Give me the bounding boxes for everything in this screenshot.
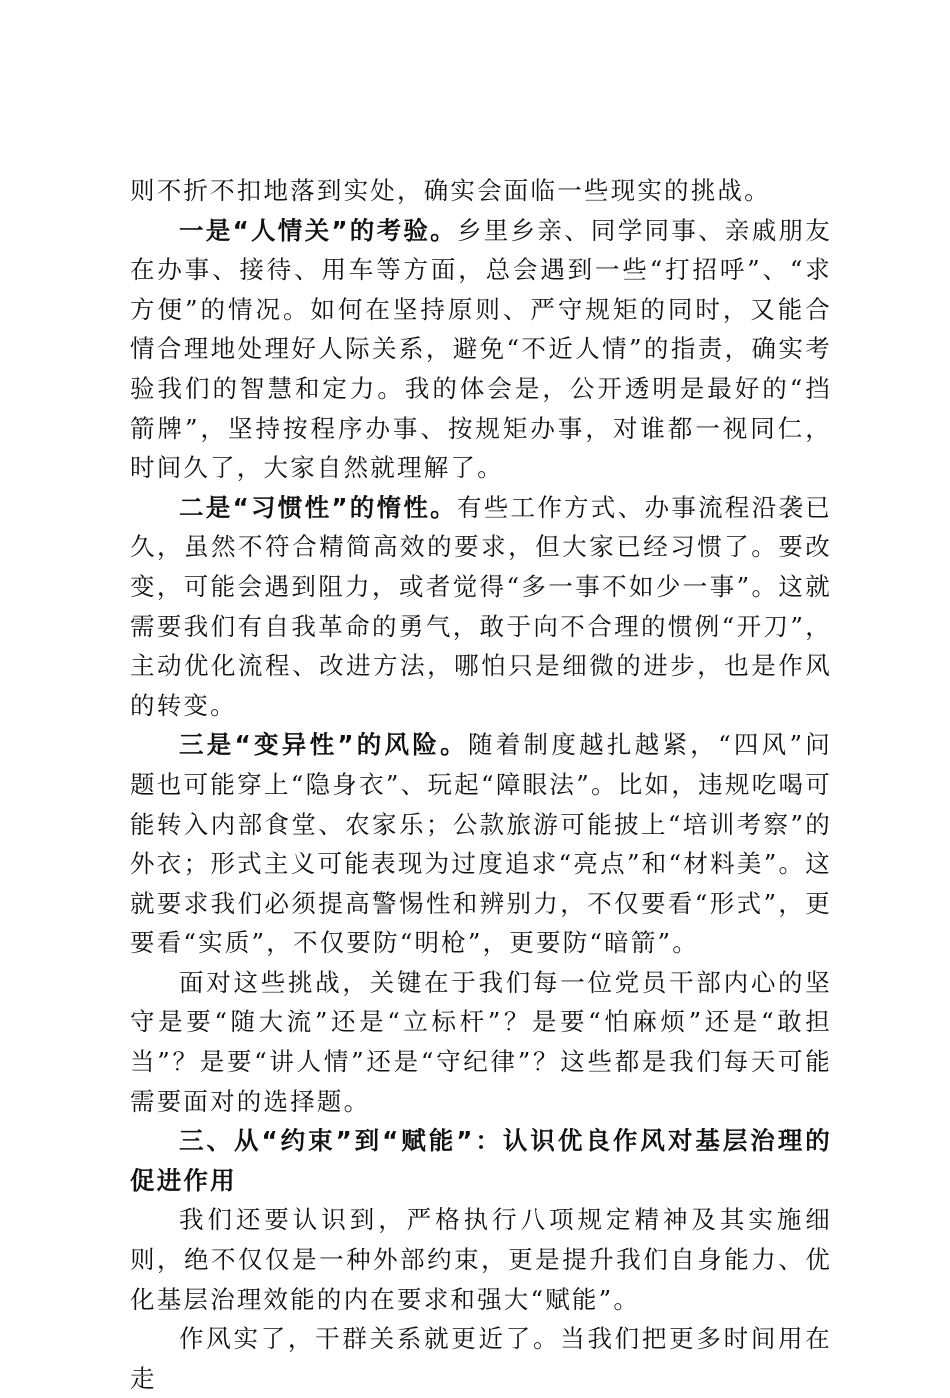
paragraph-section-intro (130, 1200, 832, 1319)
paragraph-text: 则不折不扣地落到实处，确实会面临一些现实的挑战。 (130, 176, 771, 205)
paragraph-summary (130, 963, 832, 1121)
paragraph-text: 乡里乡亲、同学同事、亲戚朋友在办事、接待、用车等方面，总会遇到一些“打招呼”、“求方便”的情况。如何在坚持原则、严守规矩的同时，又能合情合理地处理好人际关系，避免“不近人情”的指责，确实考验我们的智慧和定力。我的体会是，公开透明是最好的“挡箭牌”，坚持按程序办事、按规矩办事，对谁都一视同仁，时间久了，大家自然就理解了。 (130, 215, 832, 483)
paragraph-lead: 一是“人情关”的考验。 (179, 215, 457, 245)
section-heading: 三、从“约束”到“赋能”：认识优良作风对基层治理的促进作用 (130, 1126, 832, 1195)
paragraph-challenge-2 (130, 488, 832, 726)
paragraph-lead: 三是“变异性”的风险。 (179, 730, 468, 760)
paragraph-challenge-3 (130, 725, 832, 963)
paragraph-text: 随着制度越扎越紧，“四风”问题也可能穿上“隐身衣”、玩起“障眼法”。比如，违规吃喝可能转入内部食堂、农家乐；公款旅游可能披上“培训考察”的外衣；形式主义可能表现为过度追求“亮点”和“材料美”。这就要求我们必须提高警惕性和辨别力，不仅要看“形式”，更要看“实质”，不仅要防“明枪”，更要防“暗箭”。 (130, 730, 832, 958)
paragraph-text: 有些工作方式、办事流程沿袭已久，虽然不符合精简高效的要求，但大家已经习惯了。要改变，可能会遇到阻力，或者觉得“多一事不如少一事”。这就需要我们有自我革命的勇气，敢于向不合理的惯例“开刀”，主动优化流程、改进方法，哪怕只是细微的进步，也是作风的转变。 (130, 492, 832, 720)
paragraph-section-body (130, 1319, 832, 1398)
paragraph-continuation (130, 171, 832, 211)
paragraph-text: 作风实了，干群关系就更近了。当我们把更多时间用在走 (130, 1324, 832, 1393)
paragraph-challenge-1 (130, 211, 832, 488)
document-body (130, 171, 832, 1398)
paragraph-lead: 二是“习惯性”的惰性。 (179, 492, 457, 522)
paragraph-text: 面对这些挑战，关键在于我们每一位党员干部内心的坚守是要“随大流”还是“立标杆”？是要“怕麻烦”还是“敢担当”？是要“讲人情”还是“守纪律”？这些都是我们每天可能需要面对的选择题。 (130, 967, 832, 1116)
paragraph-text: 我们还要认识到，严格执行八项规定精神及其实施细则，绝不仅仅是一种外部约束，更是提升我们自身能力、优化基层治理效能的内在要求和强大“赋能”。 (130, 1205, 832, 1314)
